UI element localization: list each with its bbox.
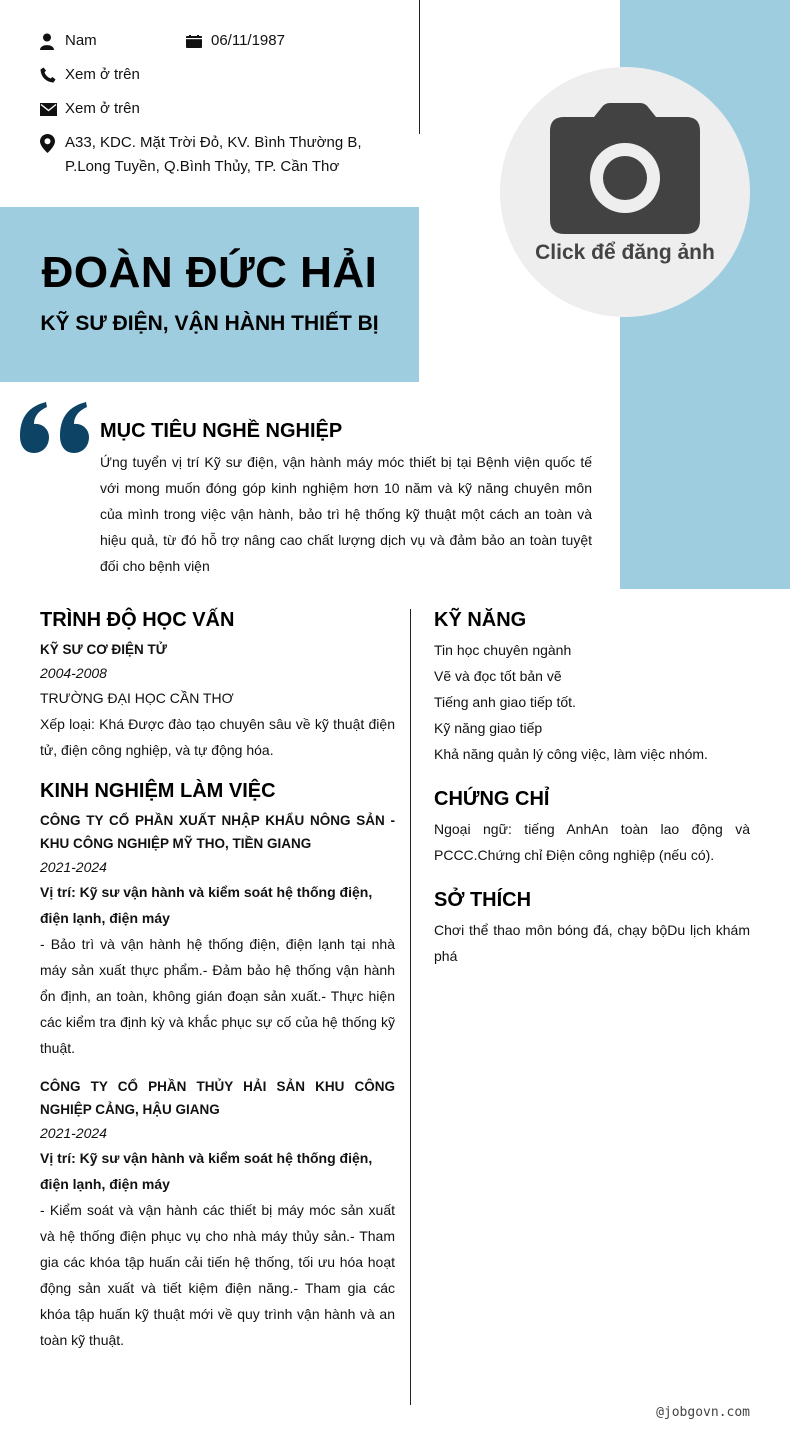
email-text: Xem ở trên — [65, 100, 140, 117]
gender-text: Nam — [65, 32, 97, 49]
contact-gender — [40, 29, 97, 53]
photo-upload[interactable] — [500, 67, 750, 317]
birthdate-text: 06/11/1987 — [211, 32, 285, 49]
mail-icon — [40, 97, 65, 121]
objective-title: MỤC TIÊU NGHỀ NGHIỆP — [100, 420, 343, 442]
skills-title: KỸ NĂNG — [434, 609, 527, 631]
full-name: ĐOÀN ĐỨC HẢI — [41, 248, 378, 297]
skill-item: Tin học chuyên ngành — [434, 642, 572, 658]
skill-item: Tiếng anh giao tiếp tốt. — [434, 694, 576, 710]
watermark: @jobgovn.com — [656, 1405, 750, 1420]
phone-text: Xem ở trên — [65, 66, 140, 83]
experience-title: KINH NGHIỆM LÀM VIỆC — [40, 780, 276, 802]
job-years: 2021-2024 — [40, 1125, 107, 1141]
job-item — [40, 1075, 395, 1353]
location-icon — [40, 131, 65, 158]
certificates-text: Ngoại ngữ: tiếng AnhAn toàn lao động và PCCC.Chứng chỉ Điện công nghiệp (nếu có). — [434, 821, 750, 863]
skill-item: Vẽ và đọc tốt bản vẽ — [434, 668, 562, 684]
calendar-icon — [186, 29, 211, 53]
contact-phone — [40, 63, 140, 87]
contact-birthdate — [186, 29, 285, 53]
job-item — [40, 809, 395, 1061]
job-company: CÔNG TY CỔ PHẦN THỦY HẢI SẢN KHU CÔNG NGHIỆP CẢNG, HẬU GIANG — [40, 1079, 395, 1117]
camera-icon — [550, 103, 700, 234]
contact-email — [40, 97, 140, 121]
objective-text: Ứng tuyển vị trí Kỹ sư điện, vận hành máy móc thiết bị tại Bệnh viện quốc tế với mong muốn đóng góp kinh nghiệm hơn 10 năm và kỹ năng chuyên môn của mình trong việc vận hành, bảo trì hệ thống kỹ thuật một cách an toàn và hiệu quả, từ đó hỗ trợ nâng cao chất lượng dịch vụ và đảm bảo an toàn tuyệt đối cho bệnh viện — [100, 454, 592, 574]
education-desc: Xếp loại: Khá Được đào tạo chuyên sâu về kỹ thuật điện tử, điện công nghiệp, và tự động hóa. — [40, 716, 395, 758]
photo-caption: Click để đăng ảnh — [535, 241, 715, 264]
hobbies-title: SỞ THÍCH — [434, 889, 532, 911]
certificates-title: CHỨNG CHỈ — [434, 788, 550, 810]
skill-item: Khả năng quản lý công việc, làm việc nhóm. — [434, 746, 708, 762]
user-icon — [40, 29, 65, 53]
job-position: Vị trí: Kỹ sư vận hành và kiểm soát hệ thống điện, điện lạnh, điện máy — [40, 1150, 373, 1192]
divider-top — [419, 0, 420, 134]
skill-item: Kỹ năng giao tiếp — [434, 720, 543, 736]
contact-address — [40, 131, 380, 179]
address-text: A33, KDC. Mặt Trời Đỏ, KV. Bình Thường B, P.Long Tuyền, Q.Bình Thủy, TP. Cần Thơ — [65, 134, 362, 175]
job-role: KỸ SƯ ĐIỆN, VẬN HÀNH THIẾT BỊ — [40, 312, 379, 335]
job-desc: - Kiểm soát và vận hành các thiết bị máy móc sản xuất và hệ thống điện phục vụ cho nhà máy thủy sản.- Tham gia các khóa tập huấn cải tiến hệ thống, tối ưu hóa hoạt động sản xuất và tiết kiệm điện năng.- Tham gia các khóa tập huấn kỹ thuật mới về quy trình vận hành và an toàn kỹ thuật. — [40, 1202, 395, 1348]
education-degree: KỸ SƯ CƠ ĐIỆN TỬ — [40, 642, 167, 657]
education-title: TRÌNH ĐỘ HỌC VẤN — [40, 609, 235, 631]
education-school: TRƯỜNG ĐẠI HỌC CẦN THƠ — [40, 690, 234, 706]
quote-icon — [20, 402, 92, 454]
phone-icon — [40, 63, 65, 87]
education-years: 2004-2008 — [40, 665, 107, 681]
right-column — [434, 606, 750, 969]
left-column — [40, 606, 395, 1353]
job-years: 2021-2024 — [40, 859, 107, 875]
divider-columns — [410, 609, 411, 1405]
hobbies-text: Chơi thể thao môn bóng đá, chạy bộDu lịch khám phá — [434, 922, 750, 964]
job-desc: - Bảo trì và vận hành hệ thống điện, điện lạnh tại nhà máy sản xuất thực phẩm.- Đảm bảo hệ thống vận hành ổn định, an toàn, không gián đoạn sản xuất.- Thực hiện các kiểm tra định kỳ và khắc phục sự cố của hệ thống kỹ thuật. — [40, 936, 395, 1056]
job-company: CÔNG TY CỔ PHẦN XUẤT NHẬP KHẨU NÔNG SẢN - KHU CÔNG NGHIỆP MỸ THO, TIỀN GIANG — [40, 813, 395, 851]
job-position: Vị trí: Kỹ sư vận hành và kiểm soát hệ thống điện, điện lạnh, điện máy — [40, 884, 373, 926]
